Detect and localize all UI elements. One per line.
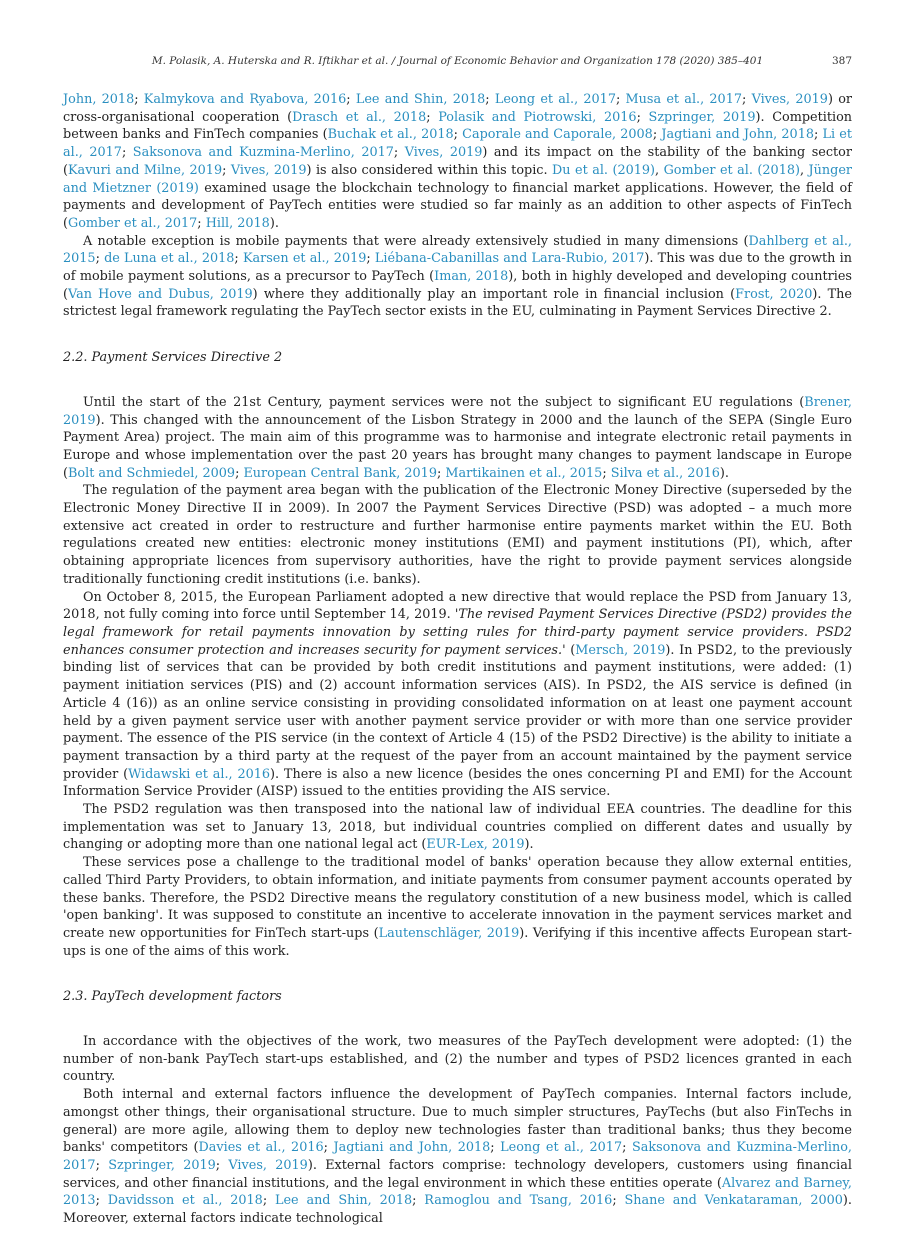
citation-link[interactable]: Davies et al., 2016 [198, 1140, 324, 1156]
citation-link[interactable]: Mersch, 2019 [575, 642, 666, 658]
citation-link[interactable]: Saksonova and Kuzmina-Merlino, 2017 [132, 145, 394, 161]
paragraph-mobile-payments: A notable exception is mobile payments that were already extensively studied in many dimensions (Dahlberg et al., 2015; de Luna et al., 2018; Karsen et al., 2019; Liébana-Cabanillas and Lara-Rubio, 2017). This was due to the growth in of mobile payment solutions, as a precursor to PayTech (Iman, 2018), both in highly developed and developing countries (Van Hove and Dubus, 2019) where they additionally play an important role in financial inclusion (Frost, 2020). The strictest legal framework regulating the PayTech sector exists in the EU, culminating in Payment Services Directive 2. [63, 233, 853, 320]
citation-link[interactable]: Vives, 2019 [751, 92, 828, 107]
running-head [63, 55, 852, 73]
article-page [63, 55, 852, 1228]
citation-link[interactable]: Vives, 2019 [230, 162, 307, 178]
paragraph-emd-psd: The regulation of the payment area began with the publication of the Electronic Money Directive (superseded by the Electronic Money Directive II in 2009). In 2007 the Payment Services Directive (PSD) was adopted – a much more extensive act created in order to restructure and further harmonise entire payments market within the EU. Both regulations created new entities: electronic money institutions (EMI) and payment institutions (PI), which, after obtaining appropriate licences from supervisory authorities, have the right to provide payment services alongside traditionally functioning credit institutions (i.e. banks). [63, 483, 852, 587]
citation-link[interactable]: Frost, 2020 [735, 286, 813, 302]
citation-link[interactable]: de Luna et al., 2018 [104, 251, 235, 267]
citation-link[interactable]: Jagtiani and John, 2018 [333, 1140, 491, 1156]
paragraph-paytech-measures: In accordance with the objectives of the work, two measures of the PayTech development were adopted: (1) the number of non-bank PayTech start-ups established, and (2) the number and types of PSD2 licences granted in each country. [63, 1034, 852, 1085]
citation-link[interactable]: Gomber et al., 2017 [68, 215, 198, 231]
citation-link[interactable]: Szpringer, 2019 [108, 1157, 216, 1173]
citation-link[interactable]: Liébana-Cabanillas and Lara-Rubio, 2017 [374, 251, 645, 267]
citation-link[interactable]: Kalmykova and Ryabova, 2016 [143, 92, 347, 107]
paragraph-psd2-adoption: On October 8, 2015, the European Parliament adopted a new directive that would replace the PSD from January 13, 2018, not fully coming into force until September 14, 2019. 'The revised Payment Services Directive (PSD2) provides the legal framework for retail payments innovation by setting rules for third-party payment service providers. PSD2 enhances consumer protection and increases security for payment services.' (Mersch, 2019). In PSD2, to the previously binding list of services that can be provided by both credit institutions and payment institutions, were added: (1) payment initiation services (PIS) and (2) account information services (AIS). In PSD2, the AIS service is defined (in Article 4 (16)) as an online service consisting in providing consolidated information on at least one payment account held by a given payment service user with another payment service provider or with more than one service provider payment. The essence of the PIS service (in the context of Article 4 (15) of the PSD2 Directive) is the ability to initiate a payment transaction by a third party at the request of the payer from an account maintained by the payment service provider (Widawski et al., 2016). There is also a new licence (besides the ones concerning PI and EMI) for the Account Information Service Provider (AISP) issued to the entities providing the AIS service. [63, 589, 852, 800]
citation-link[interactable]: Szpringer, 2019 [648, 109, 756, 125]
citation-link[interactable]: Buchak et al., 2018 [327, 127, 454, 143]
citation-link[interactable]: Van Hove and Dubus, 2019 [68, 286, 253, 302]
citation-link[interactable]: Caporale and Caporale, 2008 [462, 127, 653, 143]
citation-link[interactable]: Davidsson et al., 2018 [107, 1193, 263, 1209]
citation-link[interactable]: Du et al. (2019) [552, 162, 656, 178]
article-body [63, 91, 852, 1228]
citation-link[interactable]: Brener, 2019 [63, 394, 852, 428]
citation-link[interactable]: Hill, 2018 [205, 215, 270, 231]
citation-link[interactable]: Jagtiani and John, 2018 [661, 127, 814, 143]
citation-link[interactable]: Kavuri and Milne, 2019 [68, 162, 223, 178]
citation-link[interactable]: Bolt and Schmiedel, 2009 [68, 465, 236, 481]
citation-link[interactable]: Jünger and Mietzner (2019) [63, 162, 853, 196]
citation-link[interactable]: Shane and Venkataraman, 2000 [624, 1193, 843, 1209]
paragraph-open-banking: These services pose a challenge to the traditional model of banks' operation because they allow external entities, called Third Party Providers, to obtain information, and initiate payments from consumer payment accounts operated by these banks. Therefore, the PSD2 Directive means the regulatory constitution of a new business model, which is called 'open banking'. It was supposed to constitute an incentive to accelerate innovation in the payment services market and create new opportunities for FinTech start-ups (Lautenschläger, 2019). Verifying if this incentive affects European start-ups is one of the aims of this work. [63, 855, 852, 959]
citation-link[interactable]: Alvarez and Barney, 2013 [63, 1175, 852, 1209]
citation-link[interactable]: European Central Bank, 2019 [243, 465, 437, 481]
page-number: 387 [831, 55, 852, 67]
citation-link[interactable]: Musa et al., 2017 [625, 92, 742, 107]
citation-link[interactable]: Li et al., 2017 [63, 127, 852, 161]
citation-link[interactable]: Polasik and Piotrowski, 2016 [438, 109, 637, 125]
paragraph-fintech-literature: John, 2018; Kalmykova and Ryabova, 2016; Lee and Shin, 2018; Leong et al., 2017; Musa et al., 2017; Vives, 2019) or cross-organisational cooperation (Drasch et al., 2018; Polasik and Piotrowski, 2016; Szpringer, 2019). Competition between banks and FinTech companies (Buchak et al., 2018; Caporale and Caporale, 2008; Jagtiani and John, 2018; Li et al., 2017; Saksonova and Kuzmina-Merlino, 2017; Vives, 2019) and its impact on the stability of the banking sector (Kavuri and Milne, 2019; Vives, 2019) is also considered within this topic. Du et al. (2019), Gomber et al. (2018), Jünger and Mietzner (2019) examined usage the blockchain technology to financial market applications. However, the field of payments and development of PayTech entities were studied so far mainly as an addition to other aspects of FinTech (Gomber et al., 2017; Hill, 2018). [63, 92, 853, 231]
citation-link[interactable]: Iman, 2018 [434, 269, 509, 285]
citation-link[interactable]: Silva et al., 2016 [610, 465, 720, 481]
citation-link[interactable]: Vives, 2019 [404, 145, 483, 161]
citation-link[interactable]: Leong et al., 2017 [500, 1140, 623, 1156]
citation-link[interactable]: John, 2018 [63, 92, 135, 107]
citation-link[interactable]: Saksonova and Kuzmina-Merlino, 2017 [63, 1140, 852, 1173]
citation-link[interactable]: Vives, 2019 [228, 1157, 308, 1173]
citation-link[interactable]: Lee and Shin, 2018 [274, 1193, 413, 1209]
citation-link[interactable]: Gomber et al. (2018) [663, 162, 800, 178]
citation-link[interactable]: EUR-Lex, 2019 [426, 837, 525, 853]
section-heading-psd2: 2.2. Payment Services Directive 2 [63, 350, 283, 366]
citation-link[interactable]: Widawski et al., 2016 [128, 766, 271, 782]
citation-link[interactable]: Dahlberg et al., 2015 [63, 233, 852, 267]
paragraph-eu-regulation-history: Until the start of the 21st Century, payment services were not the subject to significant EU regulations (Brener, 2019). This changed with the announcement of the Lisbon Strategy in 2000 and the launch of the SEPA (Single Euro Payment Area) project. The main aim of this programme was to harmonise and integrate electronic retail payments in Europe and whose implementation over the past 20 years has brought many changes to payment landscape in Europe (Bolt and Schmiedel, 2009; European Central Bank, 2019; Martikainen et al., 2015; Silva et al., 2016). [63, 394, 852, 481]
citation-link[interactable]: Ramoglou and Tsang, 2016 [424, 1193, 613, 1209]
paragraph-psd2-transposition: The PSD2 regulation was then transposed into the national law of individual EEA countries. The deadline for this implementation was set to January 13, 2018, but individual countries complied on different dates and usually by changing or adopting more than one national legal act (EUR-Lex, 2019). [63, 802, 852, 853]
citation-link[interactable]: Karsen et al., 2019 [242, 251, 367, 267]
journal-citation-header: M. Polasik, A. Huterska and R. Iftikhar et al. / Journal of Economic Behavior and Organization 178 (2020) 385–401 [151, 55, 764, 67]
section-heading-paytech-factors: 2.3. PayTech development factors [63, 989, 282, 1005]
citation-link[interactable]: Lautenschläger, 2019 [378, 925, 520, 941]
citation-link[interactable]: Drasch et al., 2018 [292, 109, 427, 125]
citation-link[interactable]: Martikainen et al., 2015 [445, 465, 603, 481]
citation-link[interactable]: Leong et al., 2017 [494, 92, 616, 107]
italic-quote: The revised Payment Services Directive (PSD2) provides the legal framework for retail payments innovation by setting rules for third-party payment service providers. PSD2 enhances consumer protection and increases security for payment services. [63, 607, 852, 658]
paragraph-internal-external-factors: Both internal and external factors influence the development of PayTech companies. Internal factors include, amongst other things, their organisational structure. Due to much simpler structures, PayTechs (but also FinTechs in general) are more agile, allowing them to deploy new technologies faster than traditional banks; thus they become banks' competitors (Davies et al., 2016; Jagtiani and John, 2018; Leong et al., 2017; Saksonova and Kuzmina-Merlino, 2017; Szpringer, 2019; Vives, 2019). External factors comprise: technology developers, customers using financial services, and other financial institutions, and the legal environment in which these entities operate (Alvarez and Barney, 2013; Davidsson et al., 2018; Lee and Shin, 2018; Ramoglou and Tsang, 2016; Shane and Venkataraman, 2000). Moreover, external factors indicate technological [63, 1087, 852, 1227]
citation-link[interactable]: Lee and Shin, 2018 [355, 92, 486, 107]
